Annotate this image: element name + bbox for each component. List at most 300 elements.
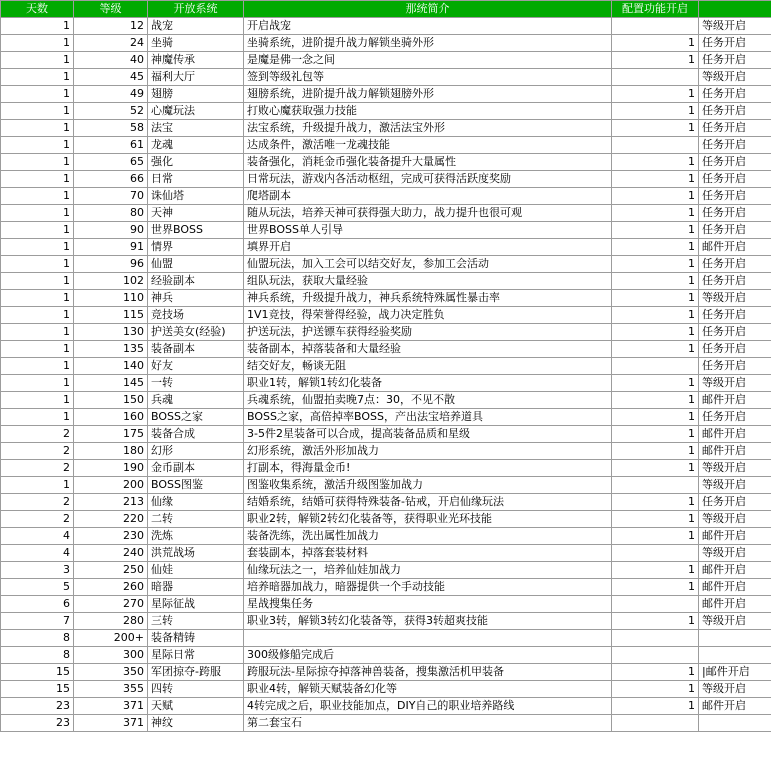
cell-intro[interactable]: 装备副本，掉落装备和大量经验 [244, 341, 612, 358]
cell-system[interactable]: 一转 [148, 375, 244, 392]
cell-level[interactable]: 24 [74, 35, 148, 52]
cell-intro[interactable]: 法宝系统，升级提升战力，激活法宝外形 [244, 120, 612, 137]
cell-intro[interactable]: 结交好友，畅谈无阻 [244, 358, 612, 375]
cell-config-flag[interactable]: 1 [612, 681, 699, 698]
cell-system[interactable]: 装备副本 [148, 341, 244, 358]
table-row [1, 647, 771, 664]
cell-config-flag[interactable] [612, 358, 699, 375]
cell-config-flag[interactable]: 1 [612, 239, 699, 256]
cell-level[interactable]: 135 [74, 341, 148, 358]
cell-system[interactable]: 心魔玩法 [148, 103, 244, 120]
cell-level[interactable]: 250 [74, 562, 148, 579]
cell-level[interactable]: 140 [74, 358, 148, 375]
cell-level[interactable]: 355 [74, 681, 148, 698]
table-row [1, 18, 771, 35]
cell-intro[interactable]: 装备洗练，洗出属性加战力 [244, 528, 612, 545]
cell-system[interactable]: 洗炼 [148, 528, 244, 545]
cell-level[interactable]: 91 [74, 239, 148, 256]
cell-system[interactable]: BOSS之家 [148, 409, 244, 426]
cell-intro[interactable]: 幻形系统，激活外形加战力 [244, 443, 612, 460]
table-row [1, 613, 771, 630]
table-row [1, 409, 771, 426]
table-row [1, 205, 771, 222]
cell-config-flag[interactable]: 1 [612, 562, 699, 579]
cell-system[interactable]: 神魔传承 [148, 52, 244, 69]
cell-open-method[interactable]: 邮件开启 [699, 443, 771, 460]
cell-day[interactable]: 23 [1, 698, 74, 715]
cell-config-flag[interactable] [612, 477, 699, 494]
cell-open-method[interactable]: 任务开启 [699, 494, 771, 511]
cell-level[interactable]: 115 [74, 307, 148, 324]
cell-system[interactable]: 洪荒战场 [148, 545, 244, 562]
cell-intro[interactable]: 职业4转，解锁天赋装备幻化等 [244, 681, 612, 698]
cell-day[interactable]: 1 [1, 341, 74, 358]
cell-config-flag[interactable] [612, 596, 699, 613]
cell-system[interactable]: 强化 [148, 154, 244, 171]
cell-config-flag[interactable]: 1 [612, 205, 699, 222]
cell-intro[interactable]: 1V1竞技，得荣誉得经验，战力决定胜负 [244, 307, 612, 324]
cell-level[interactable]: 260 [74, 579, 148, 596]
cell-config-flag[interactable]: 1 [612, 222, 699, 239]
cell-system[interactable]: 星际日常 [148, 647, 244, 664]
cell-day[interactable]: 1 [1, 307, 74, 324]
table-row [1, 120, 771, 137]
cell-level[interactable]: 65 [74, 154, 148, 171]
cell-system[interactable]: 天赋 [148, 698, 244, 715]
cell-system[interactable]: 四转 [148, 681, 244, 698]
cell-open-method[interactable]: 邮件开启 [699, 392, 771, 409]
cell-system[interactable]: 三转 [148, 613, 244, 630]
cell-system[interactable]: 好友 [148, 358, 244, 375]
table-row [1, 579, 771, 596]
cell-open-method[interactable]: 等级开启 [699, 477, 771, 494]
cell-day[interactable]: 7 [1, 613, 74, 630]
cell-system[interactable]: 仙缘 [148, 494, 244, 511]
cell-level[interactable]: 230 [74, 528, 148, 545]
cell-intro[interactable]: 签到等级礼包等 [244, 69, 612, 86]
cell-level[interactable]: 80 [74, 205, 148, 222]
cell-config-flag[interactable] [612, 69, 699, 86]
cell-config-flag[interactable]: 1 [612, 307, 699, 324]
cell-intro[interactable]: 第二套宝石 [244, 715, 612, 732]
cell-day[interactable]: 1 [1, 290, 74, 307]
cell-config-flag[interactable]: 1 [612, 409, 699, 426]
cell-day[interactable]: 2 [1, 511, 74, 528]
cell-open-method[interactable]: 邮件开启 [699, 426, 771, 443]
table-row [1, 460, 771, 477]
table-row [1, 477, 771, 494]
cell-level[interactable]: 350 [74, 664, 148, 681]
cell-open-method[interactable]: 任务开启 [699, 341, 771, 358]
cell-level[interactable]: 160 [74, 409, 148, 426]
cell-config-flag[interactable] [612, 137, 699, 154]
cell-system[interactable]: 金币副本 [148, 460, 244, 477]
cell-open-method[interactable]: 等级开启 [699, 290, 771, 307]
cell-system[interactable]: 星际征战 [148, 596, 244, 613]
cell-config-flag[interactable]: 1 [612, 392, 699, 409]
cell-day[interactable]: 3 [1, 562, 74, 579]
cell-config-flag[interactable]: 1 [612, 375, 699, 392]
cell-day[interactable]: 1 [1, 375, 74, 392]
cell-system[interactable]: 装备精铸 [148, 630, 244, 647]
table-row [1, 528, 771, 545]
cell-open-method[interactable]: 任务开启 [699, 103, 771, 120]
table-row [1, 103, 771, 120]
header-level[interactable]: 等级 [74, 1, 148, 18]
cell-day[interactable]: 1 [1, 69, 74, 86]
cell-system[interactable]: 经验副本 [148, 273, 244, 290]
cell-intro[interactable]: 坐骑系统，进阶提升战力解锁坐骑外形 [244, 35, 612, 52]
cell-system[interactable]: 战宠 [148, 18, 244, 35]
cell-intro[interactable]: 装备强化，消耗金币强化装备提升大量属性 [244, 154, 612, 171]
cell-config-flag[interactable]: 1 [612, 324, 699, 341]
cell-intro[interactable] [244, 630, 612, 647]
cell-config-flag[interactable]: 1 [612, 528, 699, 545]
cell-system[interactable]: 护送美女(经验) [148, 324, 244, 341]
table-row [1, 35, 771, 52]
cell-config-flag[interactable]: 1 [612, 52, 699, 69]
cell-open-method[interactable]: 任务开启 [699, 273, 771, 290]
cell-config-flag[interactable]: 1 [612, 171, 699, 188]
cell-day[interactable]: 15 [1, 664, 74, 681]
cell-level[interactable]: 371 [74, 698, 148, 715]
cell-config-flag[interactable] [612, 715, 699, 732]
cell-intro[interactable]: BOSS之家，高倍掉率BOSS，产出法宝培养道具 [244, 409, 612, 426]
cell-open-method[interactable]: 任务开启 [699, 86, 771, 103]
table-row [1, 375, 771, 392]
cell-day[interactable]: 2 [1, 426, 74, 443]
table-row [1, 562, 771, 579]
table-row [1, 69, 771, 86]
cell-system[interactable]: 坐骑 [148, 35, 244, 52]
cell-open-method[interactable] [699, 647, 771, 664]
cell-day[interactable]: 1 [1, 137, 74, 154]
cell-open-method[interactable]: 任务开启 [699, 324, 771, 341]
cell-open-method[interactable]: 任务开启 [699, 188, 771, 205]
cell-day[interactable]: 1 [1, 18, 74, 35]
table-row [1, 188, 771, 205]
cell-intro[interactable]: 达成条件，激活唯一龙魂技能 [244, 137, 612, 154]
cell-open-method[interactable]: 任务开启 [699, 154, 771, 171]
cell-open-method[interactable]: 邮件开启 [699, 579, 771, 596]
cell-intro[interactable]: 仙缘玩法之一，培养仙娃加战力 [244, 562, 612, 579]
cell-config-flag[interactable] [612, 647, 699, 664]
cell-intro[interactable]: 结婚系统，结婚可获得特殊装备-钻戒，开启仙缘玩法 [244, 494, 612, 511]
cell-day[interactable]: 1 [1, 477, 74, 494]
cell-system[interactable]: 天神 [148, 205, 244, 222]
cell-intro[interactable]: 300级修船完成后 [244, 647, 612, 664]
cell-config-flag[interactable]: 1 [612, 35, 699, 52]
cell-level[interactable]: 12 [74, 18, 148, 35]
cell-day[interactable]: 1 [1, 154, 74, 171]
cell-open-method[interactable]: 等级开启 [699, 375, 771, 392]
table-row [1, 715, 771, 732]
cell-open-method[interactable]: 等级开启 [699, 460, 771, 477]
cell-config-flag[interactable]: 1 [612, 443, 699, 460]
cell-day[interactable]: 2 [1, 460, 74, 477]
table-row [1, 52, 771, 69]
cell-intro[interactable]: 爬塔副本 [244, 188, 612, 205]
cell-system[interactable]: 神纹 [148, 715, 244, 732]
cell-day[interactable]: 1 [1, 103, 74, 120]
cell-level[interactable]: 200+ [74, 630, 148, 647]
table-row [1, 511, 771, 528]
cell-intro[interactable]: 打败心魔获取强力技能 [244, 103, 612, 120]
cell-day[interactable]: 1 [1, 120, 74, 137]
cell-open-method[interactable]: 等级开启 [699, 681, 771, 698]
cell-open-method[interactable]: 等级开启 [699, 613, 771, 630]
cell-config-flag[interactable]: 1 [612, 188, 699, 205]
table-row [1, 341, 771, 358]
cell-system[interactable]: 仙娃 [148, 562, 244, 579]
cell-level[interactable]: 130 [74, 324, 148, 341]
cell-level[interactable]: 270 [74, 596, 148, 613]
cell-intro[interactable]: 世界BOSS单人引导 [244, 222, 612, 239]
cell-intro[interactable]: 打副本，得海量金币! [244, 460, 612, 477]
cell-day[interactable]: 1 [1, 273, 74, 290]
cell-open-method[interactable]: 任务开启 [699, 409, 771, 426]
table-row [1, 426, 771, 443]
cell-intro[interactable]: 跨服玩法-星际掠夺掉落神兽装备，搜集激活机甲装备 [244, 664, 612, 681]
cell-level[interactable]: 240 [74, 545, 148, 562]
cell-day[interactable]: 1 [1, 392, 74, 409]
cell-intro[interactable]: 兵魂系统，仙盟拍卖晚7点：30，不见不散 [244, 392, 612, 409]
cell-open-method[interactable]: 等级开启 [699, 69, 771, 86]
cell-open-method[interactable]: 任务开启 [699, 120, 771, 137]
cell-level[interactable]: 61 [74, 137, 148, 154]
table-row [1, 443, 771, 460]
table-row [1, 137, 771, 154]
cell-system[interactable]: 暗器 [148, 579, 244, 596]
cell-open-method[interactable]: 邮件开启 [699, 562, 771, 579]
cell-level[interactable]: 300 [74, 647, 148, 664]
cell-config-flag[interactable]: 1 [612, 460, 699, 477]
header-config[interactable]: 配置功能开启 [612, 1, 699, 18]
cell-open-method[interactable]: 任务开启 [699, 358, 771, 375]
cell-day[interactable]: 15 [1, 681, 74, 698]
cell-config-flag[interactable]: 1 [612, 494, 699, 511]
cell-config-flag[interactable]: 1 [612, 698, 699, 715]
cell-system[interactable]: 福利大厅 [148, 69, 244, 86]
cell-config-flag[interactable]: 1 [612, 341, 699, 358]
cell-level[interactable]: 58 [74, 120, 148, 137]
cell-level[interactable]: 220 [74, 511, 148, 528]
cell-system[interactable]: 日常 [148, 171, 244, 188]
table-row [1, 698, 771, 715]
table-row [1, 324, 771, 341]
table-row [1, 256, 771, 273]
table-row [1, 681, 771, 698]
cell-config-flag[interactable]: 1 [612, 103, 699, 120]
cell-day[interactable]: 1 [1, 358, 74, 375]
cell-day[interactable]: 1 [1, 35, 74, 52]
cell-open-method[interactable]: 任务开启 [699, 205, 771, 222]
cell-intro[interactable]: 4转完成之后，职业技能加点，DIY自己的职业培养路线 [244, 698, 612, 715]
table-row [1, 307, 771, 324]
cell-day[interactable]: 1 [1, 52, 74, 69]
cell-open-method[interactable]: 等级开启 [699, 545, 771, 562]
cell-level[interactable]: 70 [74, 188, 148, 205]
cell-day[interactable]: 5 [1, 579, 74, 596]
cell-config-flag[interactable]: 1 [612, 256, 699, 273]
cell-intro[interactable]: 填界开启 [244, 239, 612, 256]
cell-day[interactable]: 8 [1, 630, 74, 647]
cell-intro[interactable]: 日常玩法，游戏内各活动枢纽，完成可获得活跃度奖励 [244, 171, 612, 188]
cell-level[interactable]: 175 [74, 426, 148, 443]
cell-day[interactable]: 4 [1, 545, 74, 562]
cell-intro[interactable]: 职业2转，解锁2转幻化装备等，获得职业光环技能 [244, 511, 612, 528]
cell-level[interactable]: 190 [74, 460, 148, 477]
cell-config-flag[interactable]: 1 [612, 426, 699, 443]
cell-level[interactable]: 180 [74, 443, 148, 460]
cell-day[interactable]: 1 [1, 188, 74, 205]
cell-open-method[interactable]: 邮件开启 [699, 596, 771, 613]
cell-config-flag[interactable]: 1 [612, 579, 699, 596]
table-row [1, 596, 771, 613]
cell-config-flag[interactable]: 1 [612, 290, 699, 307]
cell-day[interactable]: 23 [1, 715, 74, 732]
cell-system[interactable]: 装备合成 [148, 426, 244, 443]
cell-config-flag[interactable]: 1 [612, 86, 699, 103]
cell-system[interactable]: 二转 [148, 511, 244, 528]
cell-system[interactable]: 兵魂 [148, 392, 244, 409]
cell-config-flag[interactable]: 1 [612, 664, 699, 681]
cell-open-method[interactable]: 邮件开启 [699, 239, 771, 256]
cell-open-method[interactable]: 任务开启 [699, 256, 771, 273]
table-row [1, 494, 771, 511]
cell-open-method[interactable]: 等级开启 [699, 18, 771, 35]
table-row [1, 222, 771, 239]
cell-open-method[interactable]: 任务开启 [699, 222, 771, 239]
cell-system[interactable]: 军团掠夺-跨服 [148, 664, 244, 681]
cell-intro[interactable]: 护送玩法，护送镖车获得经验奖励 [244, 324, 612, 341]
cell-system[interactable]: 龙魂 [148, 137, 244, 154]
cell-system[interactable]: BOSS图鉴 [148, 477, 244, 494]
header-day[interactable]: 天数 [1, 1, 74, 18]
cell-config-flag[interactable]: 1 [612, 120, 699, 137]
header-system[interactable]: 开放系统 [148, 1, 244, 18]
cell-intro[interactable]: 图鉴收集系统，激活升级图鉴加战力 [244, 477, 612, 494]
cell-config-flag[interactable]: 1 [612, 273, 699, 290]
cell-system[interactable]: 情界 [148, 239, 244, 256]
cell-day[interactable]: 1 [1, 256, 74, 273]
cell-open-method[interactable]: 等级开启 [699, 511, 771, 528]
cell-level[interactable]: 66 [74, 171, 148, 188]
cell-level[interactable]: 40 [74, 52, 148, 69]
cell-intro[interactable]: 3-5件2星装备可以合成，提高装备品质和星级 [244, 426, 612, 443]
cell-config-flag[interactable] [612, 18, 699, 35]
cell-level[interactable]: 96 [74, 256, 148, 273]
cell-system[interactable]: 世界BOSS [148, 222, 244, 239]
cell-level[interactable]: 371 [74, 715, 148, 732]
table-row [1, 154, 771, 171]
cell-system[interactable]: 诛仙塔 [148, 188, 244, 205]
cell-system[interactable]: 翅膀 [148, 86, 244, 103]
cell-day[interactable]: 1 [1, 222, 74, 239]
cell-day[interactable]: 2 [1, 443, 74, 460]
cell-open-method[interactable]: 任务开启 [699, 307, 771, 324]
cell-intro[interactable]: 神兵系统，升级提升战力，神兵系统特殊属性暴击率 [244, 290, 612, 307]
cell-level[interactable]: 200 [74, 477, 148, 494]
cell-config-flag[interactable]: 1 [612, 511, 699, 528]
cell-system[interactable]: 幻形 [148, 443, 244, 460]
cell-config-flag[interactable]: 1 [612, 613, 699, 630]
cell-day[interactable]: 1 [1, 205, 74, 222]
cell-config-flag[interactable]: 1 [612, 154, 699, 171]
cell-intro[interactable]: 职业3转，解锁3转幻化装备等，获得3转超爽技能 [244, 613, 612, 630]
cell-day[interactable]: 1 [1, 324, 74, 341]
cell-open-method[interactable]: 邮件开启 [699, 698, 771, 715]
cell-level[interactable]: 280 [74, 613, 148, 630]
table-row [1, 171, 771, 188]
cell-intro[interactable]: 星战搜集任务 [244, 596, 612, 613]
cell-intro[interactable]: 开启战宠 [244, 18, 612, 35]
cell-config-flag[interactable] [612, 630, 699, 647]
header-row [1, 1, 771, 18]
cell-day[interactable]: 1 [1, 409, 74, 426]
cell-level[interactable]: 213 [74, 494, 148, 511]
cell-level[interactable]: 150 [74, 392, 148, 409]
cell-day[interactable]: 2 [1, 494, 74, 511]
cell-intro[interactable]: 随从玩法，培养天神可获得强大助力，战力提升也很可观 [244, 205, 612, 222]
cell-system[interactable]: 法宝 [148, 120, 244, 137]
header-open-method[interactable] [699, 1, 771, 18]
table-row [1, 392, 771, 409]
cell-intro[interactable]: 套装副本，掉落套装材料 [244, 545, 612, 562]
cell-level[interactable]: 45 [74, 69, 148, 86]
table-row [1, 239, 771, 256]
cell-open-method[interactable]: 任务开启 [699, 52, 771, 69]
cell-day[interactable]: 1 [1, 239, 74, 256]
table-row [1, 545, 771, 562]
cell-system[interactable]: 神兵 [148, 290, 244, 307]
cell-intro[interactable]: 组队玩法，获取大量经验 [244, 273, 612, 290]
header-intro[interactable]: 那统简介 [244, 1, 612, 18]
cell-day[interactable]: 1 [1, 86, 74, 103]
cell-level[interactable]: 110 [74, 290, 148, 307]
cell-open-method[interactable]: 任务开启 [699, 35, 771, 52]
cell-level[interactable]: 102 [74, 273, 148, 290]
cell-intro[interactable]: 是魔是佛一念之间 [244, 52, 612, 69]
cell-day[interactable]: 8 [1, 647, 74, 664]
cell-system[interactable]: 竞技场 [148, 307, 244, 324]
cell-level[interactable]: 145 [74, 375, 148, 392]
cell-day[interactable]: 6 [1, 596, 74, 613]
cell-open-method[interactable]: 邮件开启 [699, 528, 771, 545]
cell-open-method[interactable]: 任务开启 [699, 137, 771, 154]
cell-intro[interactable]: 职业1转，解锁1转幻化装备 [244, 375, 612, 392]
table-row [1, 290, 771, 307]
cell-open-method[interactable]: |邮件开启 [699, 664, 771, 681]
cell-intro[interactable]: 培养暗器加战力，暗器提供一个手动技能 [244, 579, 612, 596]
cell-level[interactable]: 52 [74, 103, 148, 120]
cell-level[interactable]: 90 [74, 222, 148, 239]
cell-intro[interactable]: 翅膀系统，进阶提升战力解锁翅膀外形 [244, 86, 612, 103]
cell-system[interactable]: 仙盟 [148, 256, 244, 273]
table-row [1, 358, 771, 375]
cell-day[interactable]: 4 [1, 528, 74, 545]
table-row [1, 630, 771, 647]
cell-intro[interactable]: 仙盟玩法，加入工会可以结交好友，参加工会活动 [244, 256, 612, 273]
cell-open-method[interactable]: 任务开启 [699, 171, 771, 188]
table-row [1, 86, 771, 103]
table-row [1, 664, 771, 681]
cell-level[interactable]: 49 [74, 86, 148, 103]
cell-open-method[interactable] [699, 630, 771, 647]
cell-config-flag[interactable] [612, 545, 699, 562]
cell-open-method[interactable] [699, 715, 771, 732]
cell-day[interactable]: 1 [1, 171, 74, 188]
